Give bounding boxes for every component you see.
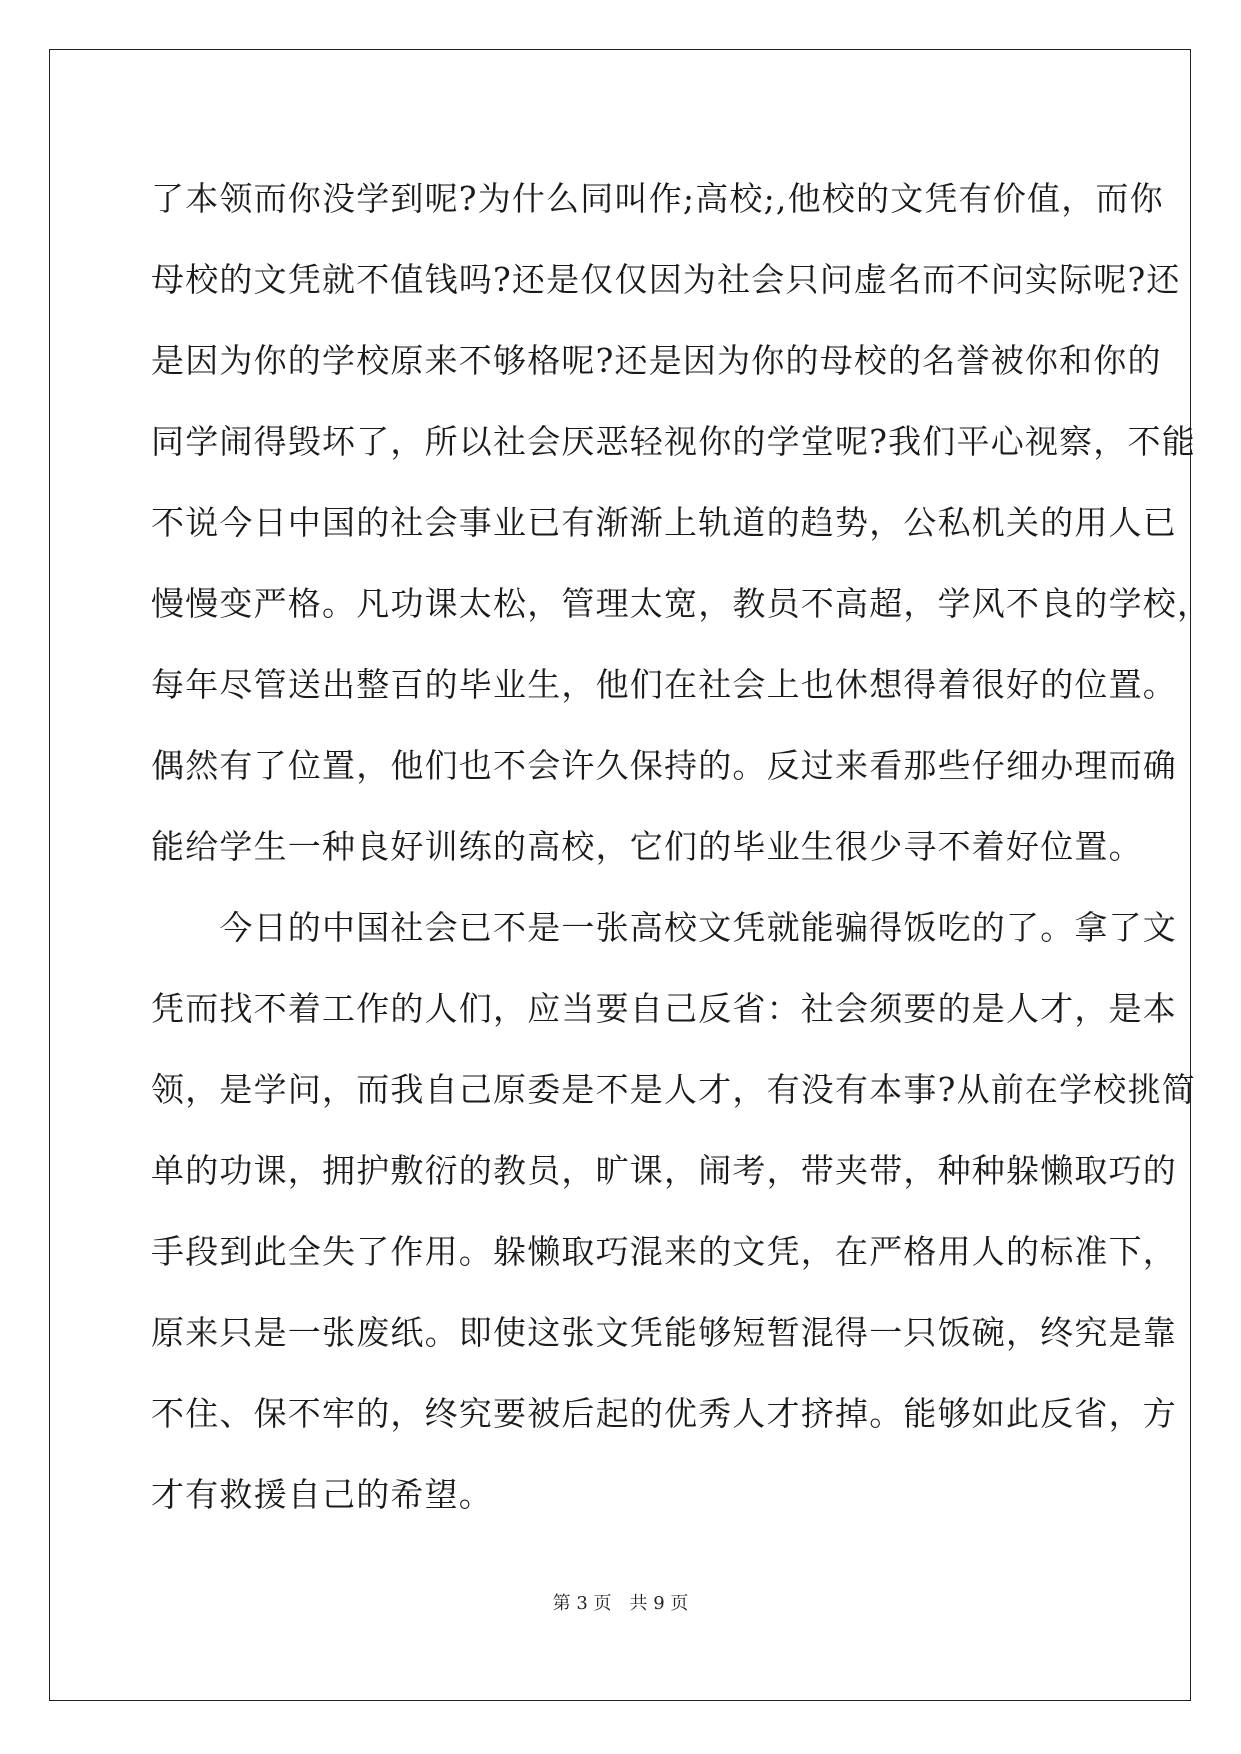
text-line: 同学闹得毁坏了，所以社会厌恶轻视你的学堂呢?我们平心视察，不能 (151, 422, 1196, 461)
text-line: 领，是学问，而我自己原委是不是人才，有没有本事?从前在学校挑简 (151, 1070, 1196, 1109)
text-line: 单的功课，拥护敷衍的教员，旷课，闹考，带夹带，种种躲懒取巧的 (151, 1151, 1177, 1190)
text-line: 母校的文凭就不值钱吗?还是仅仅因为社会只问虚名而不问实际呢?还 (151, 260, 1181, 299)
body-text (151, 158, 1212, 1535)
text-line: 了本领而你没学到呢?为什么同叫作;高校;,他校的文凭有价值，而你 (151, 179, 1164, 218)
text-line: 不说今日中国的社会事业已有渐渐上轨道的趋势，公私机关的用人已 (151, 503, 1177, 542)
text-line: 能给学生一种良好训练的高校，它们的毕业生很少寻不着好位置。 (151, 827, 1143, 866)
text-line: 才有救援自己的希望。 (151, 1475, 493, 1514)
text-line: 每年尽管送出整百的毕业生，他们在社会上也休想得着很好的位置。 (151, 665, 1177, 704)
text-line: 慢慢变严格。凡功课太松，管理太宽，教员不高超，学风不良的学校， (151, 584, 1212, 623)
text-line: 今日的中国社会已不是一张高校文凭就能骗得饭吃的了。拿了文 (151, 908, 1177, 947)
text-line: 凭而找不着工作的人们，应当要自己反省：社会须要的是人才，是本 (151, 989, 1177, 1028)
page-number: 第 3 页 共 9 页 (552, 1593, 689, 1614)
text-line: 手段到此全失了作用。躲懒取巧混来的文凭，在严格用人的标准下， (151, 1232, 1177, 1271)
text-line: 是因为你的学校原来不够格呢?还是因为你的母校的名誉被你和你的 (151, 341, 1162, 380)
text-line: 原来只是一张废纸。即使这张文凭能够短暂混得一只饭碗，终究是靠 (151, 1313, 1177, 1352)
text-line: 不住、保不牢的，终究要被后起的优秀人才挤掉。能够如此反省，方 (151, 1394, 1177, 1433)
text-line: 偶然有了位置，他们也不会许久保持的。反过来看那些仔细办理而确 (151, 746, 1177, 785)
